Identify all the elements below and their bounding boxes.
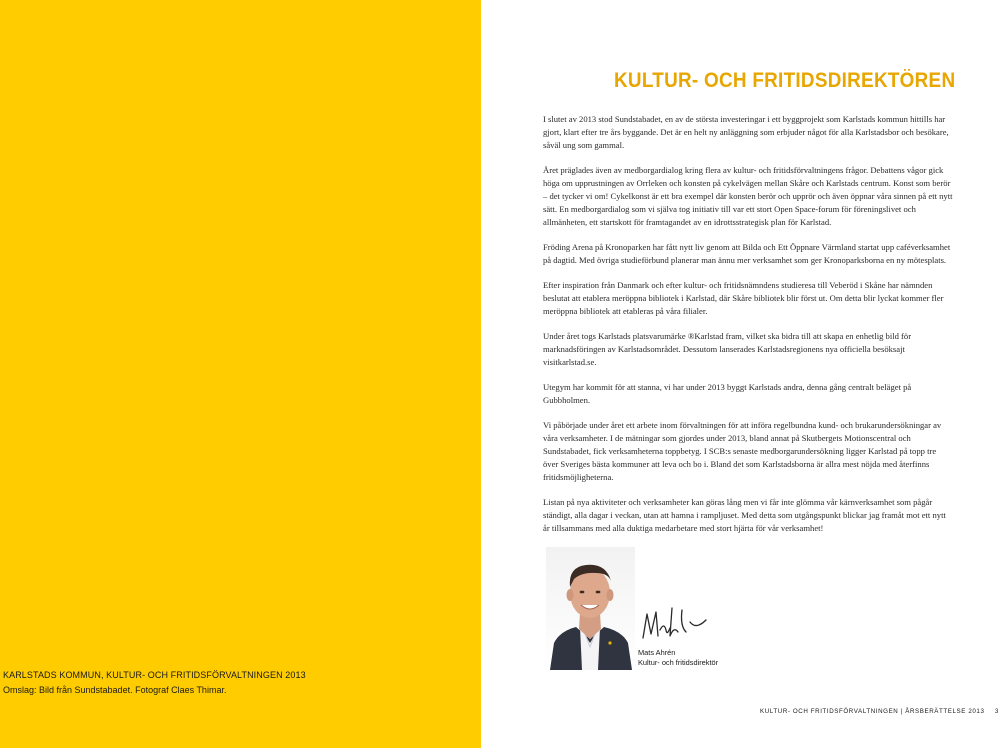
portrait-photo	[546, 547, 635, 670]
paragraph: Under året togs Karlstads platsvarumärke ®Karlstad fram, vilket ska bidra till att skapa en enhetlig bild för marknadsföringen av Karlstadsområdet. Dessutom lanserades Karlstadsregionens nya officiella besöksajt visitkarlstad.se.	[543, 330, 912, 367]
signatory	[638, 648, 718, 668]
signatory-name: Mats Ahrén	[638, 648, 676, 657]
article-body	[543, 113, 953, 547]
signature-graphic	[640, 600, 710, 648]
publisher-line: KARLSTADS KOMMUN, KULTUR- OCH FRITIDSFÖRVALTNINGEN 2013	[3, 670, 306, 680]
paragraph: Fröding Arena på Kronoparken har fått nytt liv genom att Bilda och Ett Öppnare Värmland startat upp caféverksamhet på dagtid. Med övriga studieförbund planerar man ännu mer verksamhet som ger Kronoparksborna en ny mötesplats.	[543, 241, 951, 265]
page-title: KULTUR- OCH FRITIDSDIREKTÖREN	[614, 69, 956, 92]
page-footer	[760, 708, 999, 715]
signatory-role: Kultur- och fritidsdirektör	[638, 658, 719, 667]
paragraph: Efter inspiration från Danmark och efter kultur- och fritidsnämndens studieresa till Veberöd i Skåne har nämnden beslutat att etablera meröppna bibliotek i Karlstad, där Skåre bibliotek blir först ut. Om detta blir lyckat kommer fler meröppna bibliotek att etableras på våra filialer.	[543, 279, 944, 316]
paragraph: I slutet av 2013 stod Sundstabadet, en av de största investeringar i ett byggprojekt som Karlstads kommun hittills har gjort, klart efter tre års byggande. Det är en helt ny anläggning som erbjuder något för alla Karlstadsbor och besökare, såväl ung som gammal.	[543, 114, 949, 150]
paragraph: Utegym har kommit för att stanna, vi har under 2013 byggt Karlstads andra, denna gång centralt beläget på Gubbholmen.	[543, 381, 912, 405]
portrait-illustration	[546, 547, 635, 670]
page-number: 3	[994, 708, 999, 715]
footer-separator: |	[900, 708, 903, 715]
paragraph: Året präglades även av medborgardialog kring flera av kultur- och fritidsförvaltningens frågor. Debattens vågor gick höga om upprustningen av Orrleken och konsten på cykelvägen mellan Skåre och Karlstads centrum. Konst som berör – det tycker vi om! Cykelkonst är ett bra exempel där konsten berör och upprör och även öppnar våra sinnen på ett nytt sätt. En medborgardialog som vi själva tog initiativ till var ett stort Open Space-forum för föreningslivet och allmänheten, ett startskott för framtagandet av en idrottsstrategisk plan för Karlstad.	[543, 165, 953, 227]
cover-photo-credit: Omslag: Bild från Sundstabadet. Fotograf Claes Thimar.	[3, 685, 227, 695]
yellow-cover-page	[0, 0, 481, 748]
footer-department: KULTUR- OCH FRITIDSFÖRVALTNINGEN	[760, 708, 899, 715]
footer-report: ÅRSBERÄTTELSE 2013	[905, 708, 985, 715]
paragraph: Listan på nya aktiviteter och verksamheter kan göras lång men vi får inte glömma vår kärnverksamhet som pågår ständigt, alla dagar i veckan, utan att hamna i rampljuset. Med detta som utgångspunkt blickar jag framåt mot ett nytt år tillsammans med alla duktiga medarbetare med stort hjärta för vår verksamhet!	[543, 496, 946, 533]
paragraph: Vi påbörjade under året ett arbete inom förvaltningen för att införa regelbundna kund- och brukarundersökningar av våra verksamheter. I de mätningar som gjordes under 2013, bland annat på Skutbergets Motionscentral och Sundstabadet, fick verksamheterna toppbetyg. I SCB:s senaste medborgarundersökning ligger Karlstad på topp tre över Sveriges bästa kommuner att leva och bo i. Bland det som Karlstadsborna är allra mest nöjda med återfinns fritidsmöjligheterna.	[543, 420, 942, 482]
